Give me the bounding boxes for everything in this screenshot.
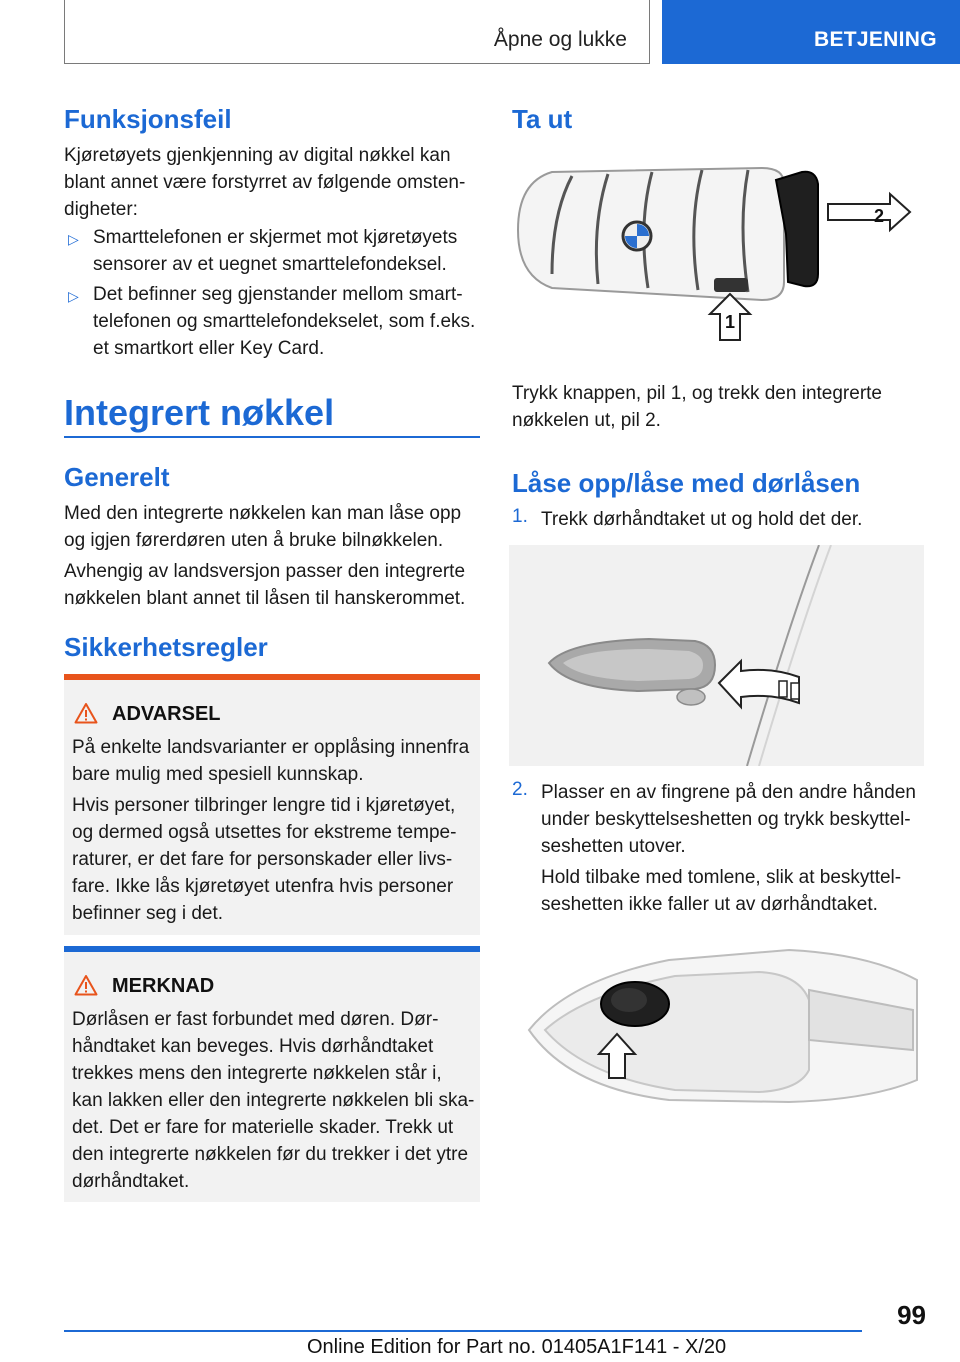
key-removal-illustration — [512, 164, 924, 354]
warning-bar — [64, 674, 480, 680]
step-number-2: 2. — [512, 779, 528, 800]
bullet-marker: ▷ — [68, 231, 79, 247]
heading-ta-ut: Ta ut — [512, 104, 573, 134]
warning-box — [64, 674, 480, 935]
generelt-paragraph-1: Med den integrerte nøkkelen kan man låse opp og igjen førerdøren uten å bruke bilnøkkelen. — [64, 503, 462, 551]
warning-paragraph-1: På enkelte landsvarianter er opplåsing innenfra bare mulig med spesiell kunnskap. — [72, 737, 470, 785]
edition-footer: Online Edition for Part no. 01405A1F141 - X/20 — [307, 1336, 727, 1358]
lock-cap-illustration — [509, 940, 924, 1110]
door-handle-illustration — [509, 545, 924, 766]
note-triangle-icon — [74, 974, 98, 996]
chapter-tab[interactable] — [662, 0, 960, 64]
arrow-label-2: 2 — [874, 206, 885, 226]
generelt-paragraph-2: Avhengig av landsversjon passer den integrerte nøkkelen blant annet til låsen til hanskerommet. — [64, 561, 466, 609]
step-2-extra-text: Hold tilbake med tomlene, slik at beskyttel‐ seshetten ikke faller ut av dørhåndtaket. — [541, 867, 902, 915]
header-section-box — [64, 0, 650, 64]
bullet-marker: ▷ — [68, 288, 79, 304]
heading-lase-opp: Låse opp/låse med dørlåsen — [512, 468, 861, 498]
arrow-label-1: 1 — [725, 312, 736, 332]
warning-paragraph-2: Hvis personer tilbringer lengre tid i kjøretøyet, og dermed også utsettes for ekstreme tempe‐ raturer, er det fare for personskader eller livs‐ fare. Ikke lås kjøretøyet utenfra hvis personer befinner seg i det. — [72, 795, 457, 924]
warning-title: ADVARSEL — [112, 703, 221, 725]
heading-funksjonsfeil: Funksjonsfeil — [64, 104, 232, 134]
section-title: Åpne og lukke — [493, 28, 627, 51]
step-2-text: Plasser en av fingrene på den andre hånden under beskyttelseshetten og trykk beskyttel‐ seshetten utover. — [541, 782, 916, 857]
bullet-item-1: Smarttelefonen er skjermet mot kjøretøyets sensorer av et uegnet smarttelefondeksel. — [93, 227, 458, 275]
note-paragraph: Dørlåsen er fast forbundet med døren. Dør‐ håndtaket kan beveges. Hvis dørhåndtaket trekkes mens den integrerte nøkkelen står i, kan lakken eller den integrerte nøkkelen bli ska‐ det. Det er fare for materielle skader. Trekk ut den integrerte nøkkelen før du trekker i det ytre dørhåndtaket. — [72, 1009, 475, 1192]
funksjonsfeil-intro: Kjøretøyets gjenkjenning av digital nøkkel kan blant annet være forstyrret av følgende omsten‐ digheter: — [64, 145, 466, 220]
page-number: 99 — [897, 1300, 926, 1330]
heading-generelt: Generelt — [64, 462, 170, 492]
bullet-item-2: Det befinner seg gjenstander mellom smart‐ telefonen og smarttelefondekselet, som f.eks. et smartkort eller Key Card. — [93, 284, 476, 359]
heading-sikkerhetsregler: Sikkerhetsregler — [64, 632, 268, 662]
chapter-tab-label: BETJENING — [814, 28, 937, 51]
warning-triangle-icon — [74, 702, 98, 724]
step-1-text: Trekk dørhåndtaket ut og hold det der. — [541, 509, 863, 530]
heading-rule — [64, 436, 480, 438]
note-title: MERKNAD — [112, 975, 215, 997]
step-number-1: 1. — [512, 506, 528, 527]
footer-rule — [64, 1330, 862, 1332]
note-box — [64, 946, 480, 1202]
ta-ut-text: Trykk knappen, pil 1, og trekk den integrerte nøkkelen ut, pil 2. — [512, 383, 882, 431]
note-bar — [64, 946, 480, 952]
heading-integrert-nokkel: Integrert nøkkel — [64, 392, 335, 433]
